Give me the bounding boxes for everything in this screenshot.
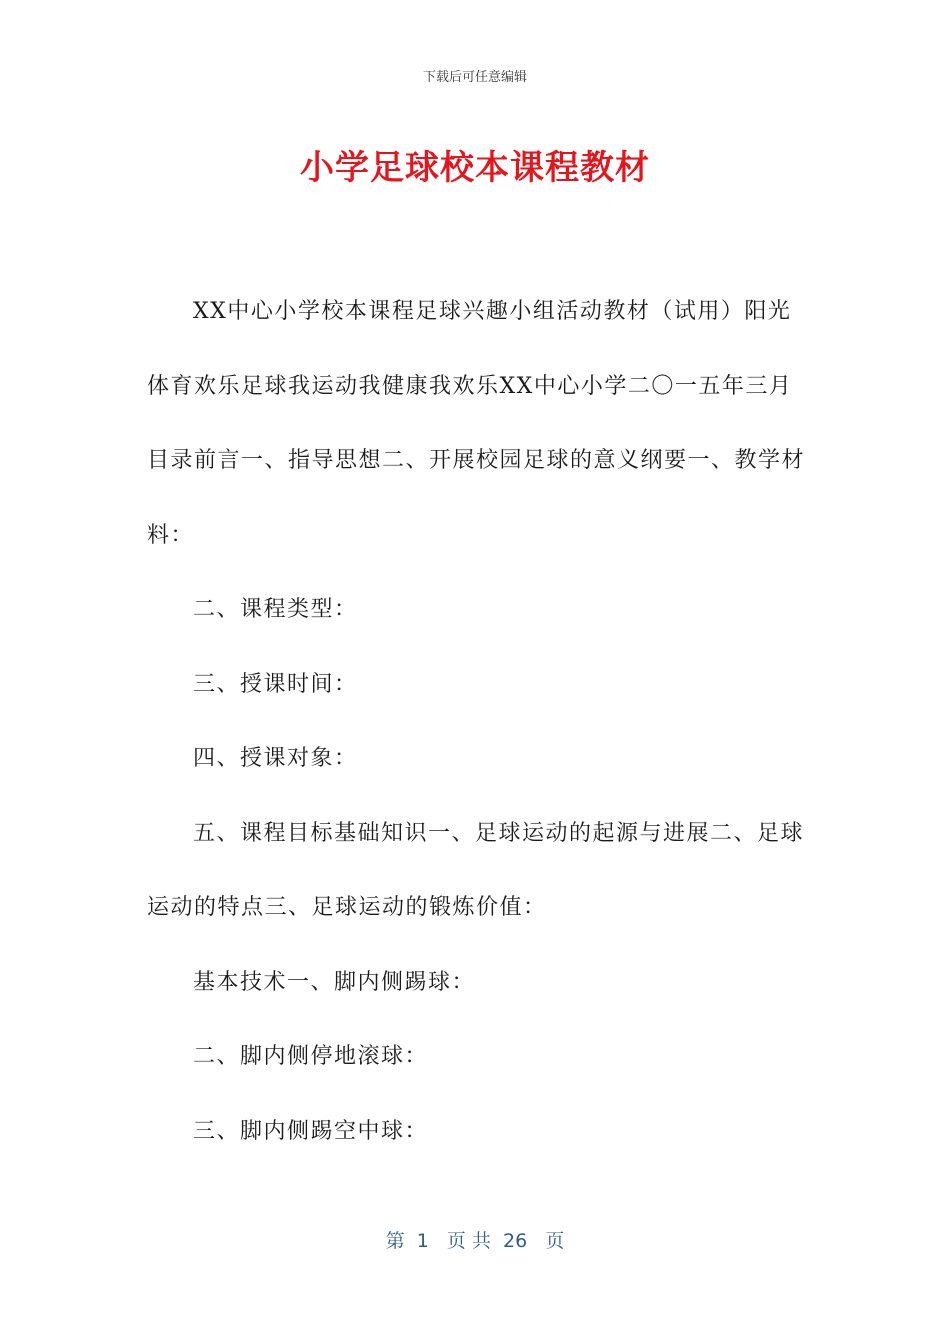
paragraph: 二、脚内侧停地滚球： bbox=[193, 1044, 429, 1069]
document-body bbox=[147, 275, 807, 1169]
paragraph: 三、授课时间： bbox=[193, 671, 358, 697]
paragraph: 基本技术一、脚内侧踢球： bbox=[193, 969, 476, 995]
paragraph: 四、授课对象： bbox=[193, 746, 358, 771]
header-note: 下载后可任意编辑 bbox=[422, 70, 527, 85]
paragraph: XX中心小学校本课程足球兴趣小组活动教材（试用）阳光体育欢乐足球我运动我健康我欢乐XX中心小学二〇一五年三月目录前言一、指导思想二、开展校园足球的意义纲要一、教学材料： bbox=[147, 299, 806, 548]
paragraph: 三、脚内侧踢空中球： bbox=[193, 1118, 429, 1144]
paragraph: 二、课程类型： bbox=[193, 597, 358, 622]
paragraph: 五、课程目标基础知识一、足球运动的起源与进展二、足球运动的特点三、足球运动的锻炼价值： bbox=[147, 820, 805, 920]
document-title: 小学足球校本课程教材 bbox=[300, 148, 650, 188]
page-number-footer: 第 1 页 共 26 页 bbox=[385, 1230, 565, 1252]
